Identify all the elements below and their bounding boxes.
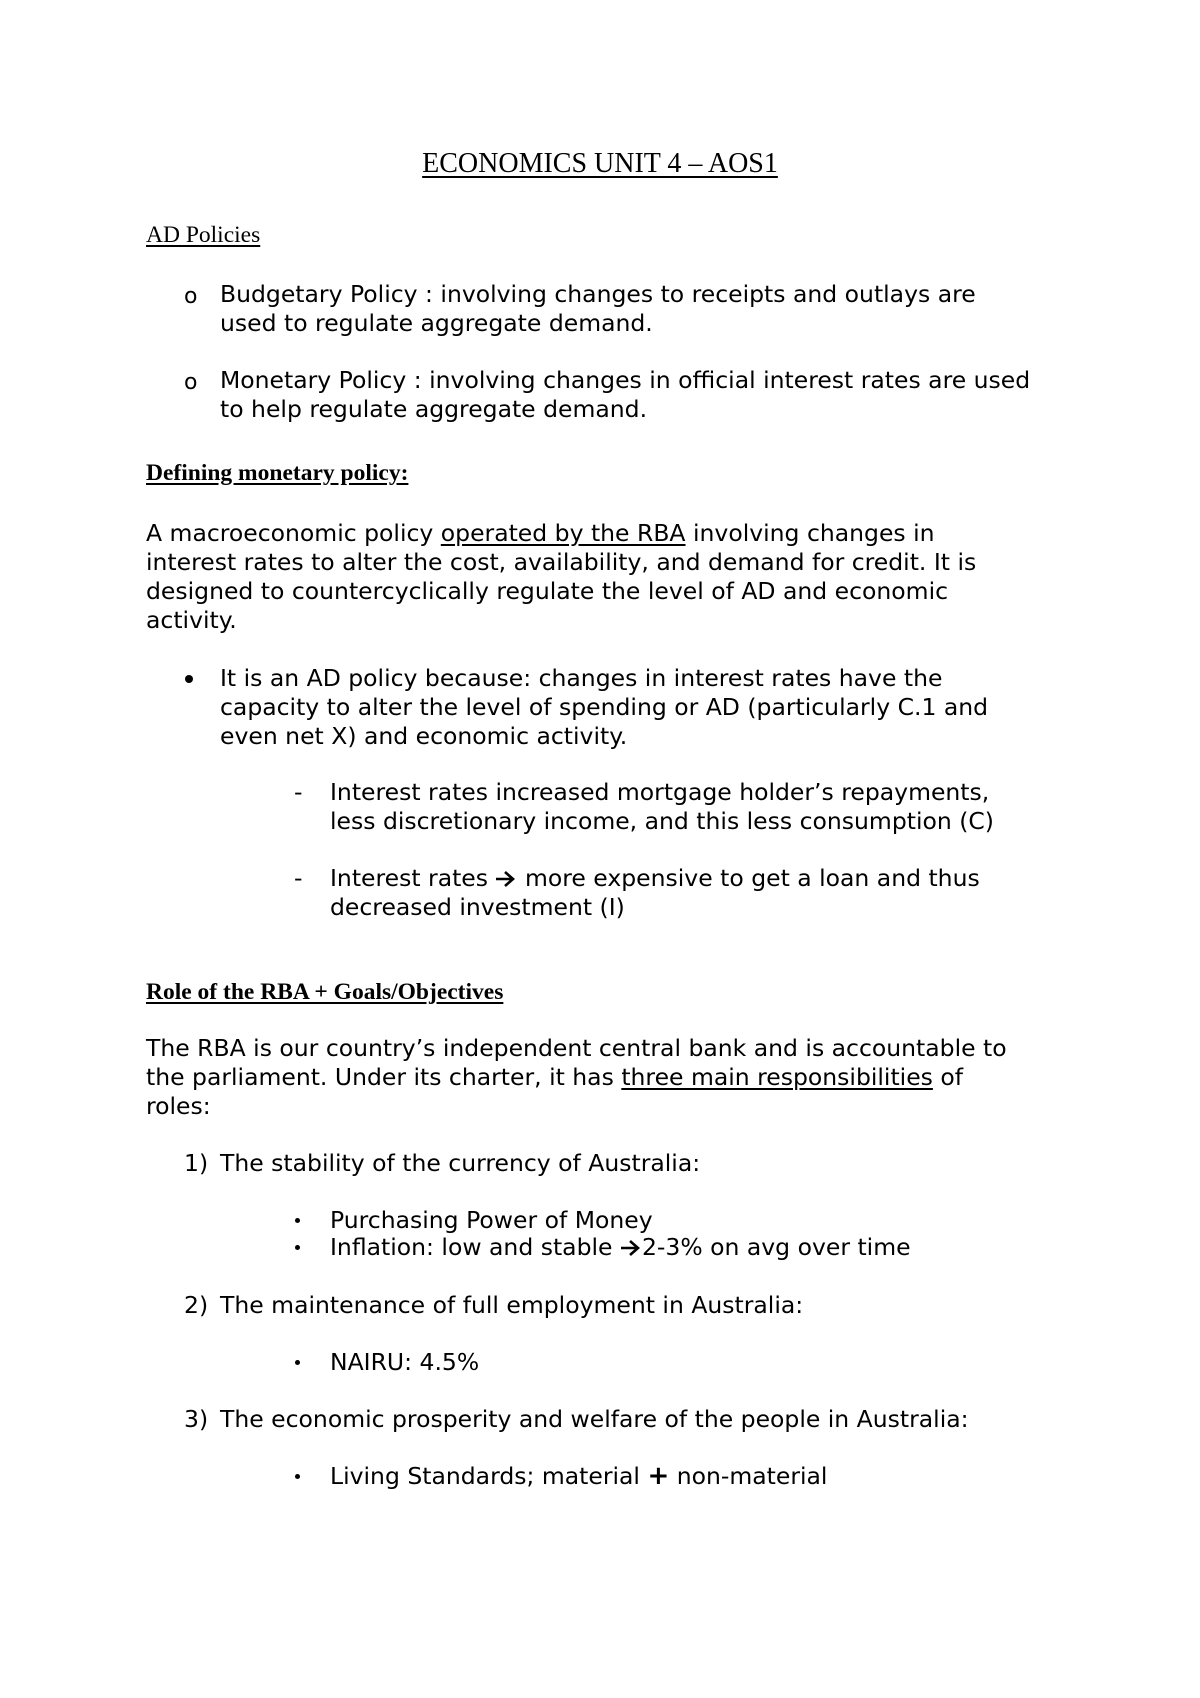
text-segment: Interest rates bbox=[330, 864, 496, 892]
monetary-definition-line3: designed to countercyclically regulate the level of AD and economic bbox=[146, 577, 949, 605]
investment-effect-line1 bbox=[330, 864, 980, 893]
monetary-definition-line2: interest rates to alter the cost, availability, and demand for credit. It is bbox=[146, 548, 977, 576]
text-segment: Inflation: low and stable bbox=[330, 1233, 620, 1261]
arrow-right-icon bbox=[620, 1239, 642, 1257]
sub-bullet-dot bbox=[295, 1360, 300, 1365]
rba-intro-line2 bbox=[146, 1063, 963, 1092]
ad-policy-reason-line2: capacity to alter the level of spending or AD (particularly C.1 and bbox=[220, 693, 989, 721]
mortgage-effect-line1: Interest rates increased mortgage holder’s repayments, bbox=[330, 778, 990, 806]
dash-marker: - bbox=[294, 864, 303, 892]
ad-policy-reason-line3: even net X) and economic activity. bbox=[220, 722, 628, 750]
rba-intro-line3: roles: bbox=[146, 1092, 211, 1120]
text-segment: non-material bbox=[669, 1462, 828, 1490]
monetary-definition-line4: activity. bbox=[146, 606, 237, 634]
mortgage-effect-line2: less discretionary income, and this less consumption (C) bbox=[330, 807, 994, 835]
budgetary-policy-line2: used to regulate aggregate demand. bbox=[220, 309, 653, 337]
responsibilities-underlined-phrase: three main responsibilities bbox=[621, 1063, 933, 1091]
text-segment: the parliament. Under its charter, it has bbox=[146, 1063, 622, 1091]
ad-policy-reason-line1: It is an AD policy because: changes in interest rates have the bbox=[220, 664, 943, 692]
purchasing-power-item: Purchasing Power of Money bbox=[330, 1206, 653, 1234]
text-segment: A macroeconomic policy bbox=[146, 519, 441, 547]
rba-role-heading: Role of the RBA + Goals/Objectives bbox=[146, 979, 504, 1005]
nairu-item: NAIRU: 4.5% bbox=[330, 1348, 480, 1376]
page-title: ECONOMICS UNIT 4 – AOS1 bbox=[422, 148, 778, 179]
sub-bullet-dot bbox=[295, 1474, 300, 1479]
full-employment-item: The maintenance of full employment in Australia: bbox=[220, 1291, 804, 1319]
monetary-policy-line1: Monetary Policy : involving changes in official interest rates are used bbox=[220, 366, 1031, 394]
dash-marker: - bbox=[294, 778, 303, 806]
monetary-definition-line1 bbox=[146, 519, 935, 548]
sub-bullet-dot bbox=[295, 1218, 300, 1223]
ad-policies-heading: AD Policies bbox=[146, 222, 261, 248]
item-number: 3) bbox=[184, 1405, 209, 1433]
arrow-right-icon bbox=[495, 870, 517, 888]
text-segment: more expensive to get a loan and thus bbox=[517, 864, 980, 892]
text-segment: involving changes in bbox=[685, 519, 935, 547]
inflation-item bbox=[330, 1233, 911, 1262]
investment-effect-line2: decreased investment (I) bbox=[330, 893, 625, 921]
bullet-dot bbox=[185, 675, 193, 683]
rba-underlined-phrase: operated by the RBA bbox=[440, 519, 686, 547]
text-segment: Living Standards; material bbox=[330, 1462, 648, 1490]
list-marker: o bbox=[184, 370, 198, 395]
rba-intro-line1: The RBA is our country’s independent central bank and is accountable to bbox=[146, 1034, 1007, 1062]
text-segment: of bbox=[932, 1063, 964, 1091]
monetary-definition-heading: Defining monetary policy: bbox=[146, 460, 409, 486]
plus-sign: + bbox=[647, 1461, 670, 1491]
sub-bullet-dot bbox=[295, 1245, 300, 1250]
currency-stability-item: The stability of the currency of Australia: bbox=[220, 1149, 701, 1177]
list-marker: o bbox=[184, 284, 198, 309]
item-number: 2) bbox=[184, 1291, 209, 1319]
text-segment: 2-3% on avg over time bbox=[641, 1233, 911, 1261]
item-number: 1) bbox=[184, 1149, 209, 1177]
economic-prosperity-item: The economic prosperity and welfare of the people in Australia: bbox=[220, 1405, 969, 1433]
monetary-policy-line2: to help regulate aggregate demand. bbox=[220, 395, 648, 423]
living-standards-item bbox=[330, 1462, 827, 1491]
budgetary-policy-line1: Budgetary Policy : involving changes to receipts and outlays are bbox=[220, 280, 976, 308]
